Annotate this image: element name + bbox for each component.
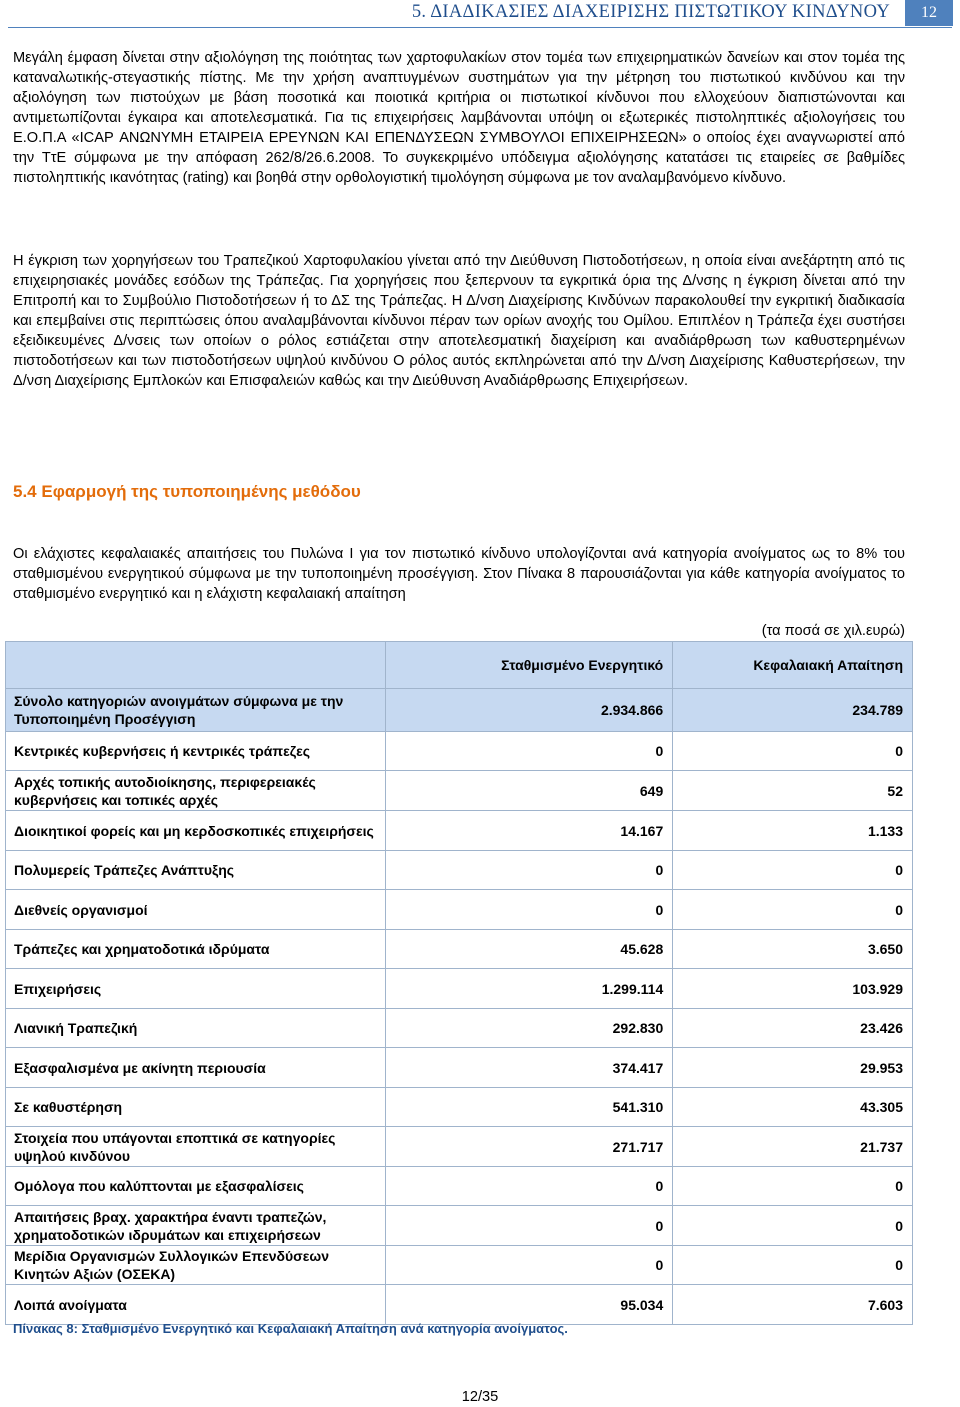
row-rwa: 0 [385, 1206, 673, 1246]
row-capital: 0 [673, 1246, 913, 1285]
row-label: Εξασφαλισμένα με ακίνητη περιουσία [6, 1048, 386, 1088]
row-label: Λιανική Τραπεζική [6, 1009, 386, 1048]
row-label: Απαιτήσεις βραχ. χαρακτήρα έναντι τραπεζών, χρηματοδοτικών ιδρυμάτων και επιχειρήσεων [6, 1206, 386, 1246]
row-rwa: 0 [385, 851, 673, 890]
row-rwa: 271.717 [385, 1127, 673, 1167]
row-label: Τράπεζες και χρηματοδοτικά ιδρύματα [6, 930, 386, 969]
row-capital: 23.426 [673, 1009, 913, 1048]
paragraph-approval-process: Η έγκριση των χορηγήσεων του Τραπεζικού Χαρτοφυλακίου γίνεται από την Διεύθυνση Πιστοδοτήσεων, η οποία είναι ανεξάρτητη από τις επιχειρησιακές μονάδες εσόδων της Τράπεζας. Για χορηγήσεις που ξεπερνουν τα εγκριτικά όρια της Δ/νσης η έγκριση δίνεται από την Επιτροπή και το Συμβούλιο Πιστοδοτήσεων ή το ΔΣ της Τράπεζας. Η Δ/νση Διαχείρισης Κινδύνων παρακολουθεί την εγκριτική διαδικασία και επεμβαίνει στις περιπτώσεις όπου αναλαμβάνονται κίνδυνοι πέραν των ορίων ανοχής του Ομίλου. Επιπλέον η Τράπεζα έχει συστήσει εξειδικευμένες Δ/νσεις των οποίων ο ρόλος εστιάζεται στην αποτελεσματική διαχείριση και αναδιάρθρωση των καθυστερημένων πιστοδοτήσεων και των πιστοδοτήσεων υψηλού κινδύνου Ο ρόλος αυτός εκπληρώνεται από την Δ/νση Διαχείρισης Καθυστερήσεων, την Δ/νση Διαχείρισης Εμπλοκών και Επισφαλειών καθώς και την Διεύθυνση Αναδιάρθρωσης Επιχειρήσεων. [13, 253, 905, 389]
table-row [6, 851, 913, 890]
header-page-number: 12 [905, 0, 953, 26]
row-rwa: 2.934.866 [385, 689, 673, 732]
table-row [6, 1285, 913, 1325]
row-capital: 0 [673, 1206, 913, 1246]
row-label: Ομόλογα που καλύπτονται με εξασφαλίσεις [6, 1167, 386, 1206]
row-capital: 234.789 [673, 689, 913, 732]
row-label: Λοιπά ανοίγματα [6, 1285, 386, 1325]
paragraph-capital-requirements: Οι ελάχιστες κεφαλαιακές απαιτήσεις του Πυλώνα Ι για τον πιστωτικό κίνδυνο υπολογίζονται ανά κατηγορία ανοίγματος ως το 8% του σταθμισμένου ενεργητικού σύμφωνα με την τυποποιημένη προσέγγιση. Στον Πίνακα 8 παρουσιάζονται για κάθε κατηγορία ανοίγματος το σταθμισμένο ενεργητικό και η ελάχιστη κεφαλαιακή απαίτηση [13, 546, 905, 602]
row-capital: 0 [673, 732, 913, 771]
table-row [6, 1246, 913, 1285]
table-row [6, 930, 913, 969]
row-capital: 52 [673, 771, 913, 811]
table-row [6, 1009, 913, 1048]
paragraph-credit-assessment: Μεγάλη έμφαση δίνεται στην αξιολόγηση της ποιότητας των χαρτοφυλακίων στον τομέα των επιχειρηματικών δανείων και στον τομέα της καταναλωτικής-στεγαστικής πίστης. Με την χρήση αναπτυγμένων συστημάτων για την μέτρηση του πιστωτικού κινδύνου και την αξιολόγηση των πιστούχων με βάση ποσοτικά και ποιοτικά κριτήρια οι πιστωτικοί κίνδυνοι που ελλοχεύουν διαπιστώνονται και αντιμετωπίζονται έγκαιρα και αποτελεσματικά. Για τις επιχειρήσεις λαμβάνονται υπόψη οι εξωτερικές πιστοληπτικές αξιολογήσεις του Ε.Ο.Π.Α «ICAP ΑΝΩΝΥΜΗ ΕΤΑΙΡΕΙΑ ΕΡΕΥΝΩΝ ΚΑΙ ΕΠΕΝΔΥΣΕΩΝ ΣΥΜΒΟΥΛΟΙ ΕΠΙΧΕΙΡΗΣΕΩΝ» ο οποίος έχει αναγνωριστεί από την ΤτΕ σύμφωνα με την απόφαση 262/8/26.6.2008. Το συγκεκριμένο υπόδειγμα αξιολόγησης κατατάσει τις εταιρείες σε βαθμίδες πιστοληπτικής ικανότητας (rating) και βοηθά στην ορθολογιστική τιμολόγηση σύμφωνα με τον αναλαμβανόμενο κίνδυνο. [13, 50, 905, 186]
table-row [6, 771, 913, 811]
row-label: Αρχές τοπικής αυτοδιοίκησης, περιφερειακές κυβερνήσεις και τοπικές αρχές [6, 771, 386, 811]
row-rwa: 1.299.114 [385, 969, 673, 1009]
table-row [6, 969, 913, 1009]
table-caption: Πίνακας 8: Σταθμισμένο Ενεργητικό και Κεφαλαιακή Απαίτηση ανά κατηγορία ανοίγματος. [13, 1321, 568, 1336]
row-rwa: 541.310 [385, 1088, 673, 1127]
row-label: Στοιχεία που υπάγονται εποπτικά σε κατηγορίες υψηλού κινδύνου [6, 1127, 386, 1167]
row-label: Κεντρικές κυβερνήσεις ή κεντρικές τράπεζες [6, 732, 386, 771]
row-rwa: 374.417 [385, 1048, 673, 1088]
table-row [6, 1167, 913, 1206]
row-capital: 103.929 [673, 969, 913, 1009]
row-rwa: 649 [385, 771, 673, 811]
column-header-category [6, 642, 386, 689]
table-row [6, 1088, 913, 1127]
table-row [6, 1206, 913, 1246]
row-label: Σύνολο κατηγοριών ανοιγμάτων σύμφωνα με την Τυποποιημένη Προσέγγιση [6, 689, 386, 732]
row-rwa: 292.830 [385, 1009, 673, 1048]
table-row [6, 811, 913, 851]
row-rwa: 95.034 [385, 1285, 673, 1325]
row-rwa: 0 [385, 1246, 673, 1285]
row-capital: 3.650 [673, 930, 913, 969]
header-divider [8, 27, 952, 28]
row-capital: 29.953 [673, 1048, 913, 1088]
chapter-title: 5. ΔΙΑΔΙΚΑΣΙΕΣ ΔΙΑΧΕΙΡΙΣΗΣ ΠΙΣΤΩΤΙΚΟΥ ΚΙΝΔΥΝΟΥ [411, 2, 890, 22]
row-label: Διεθνείς οργανισμοί [6, 890, 386, 930]
row-rwa: 0 [385, 732, 673, 771]
page-header [0, 0, 960, 28]
row-capital: 0 [673, 890, 913, 930]
capital-requirements-table [5, 641, 913, 1325]
table-row-total [6, 689, 913, 732]
row-label: Σε καθυστέρηση [6, 1088, 386, 1127]
row-label: Διοικητικοί φορείς και μη κερδοσκοπικές επιχειρήσεις [6, 811, 386, 851]
page-footer-number: 12/35 [461, 1389, 499, 1405]
row-label: Επιχειρήσεις [6, 969, 386, 1009]
table-row [6, 890, 913, 930]
row-rwa: 0 [385, 890, 673, 930]
row-rwa: 0 [385, 1167, 673, 1206]
row-rwa: 45.628 [385, 930, 673, 969]
table-header-row [6, 642, 913, 689]
row-label: Πολυμερείς Τράπεζες Ανάπτυξης [6, 851, 386, 890]
section-heading: 5.4 Εφαρμογή της τυποποιημένης μεθόδου [13, 482, 361, 501]
row-rwa: 14.167 [385, 811, 673, 851]
row-capital: 7.603 [673, 1285, 913, 1325]
table-row [6, 1048, 913, 1088]
table-row [6, 732, 913, 771]
row-capital: 0 [673, 851, 913, 890]
row-capital: 1.133 [673, 811, 913, 851]
column-header-rwa: Σταθμισμένο Ενεργητικό [385, 642, 673, 689]
row-capital: 43.305 [673, 1088, 913, 1127]
row-capital: 21.737 [673, 1127, 913, 1167]
row-capital: 0 [673, 1167, 913, 1206]
table-row [6, 1127, 913, 1167]
units-note: (τα ποσά σε χιλ.ευρώ) [761, 623, 905, 639]
row-label: Μερίδια Οργανισμών Συλλογικών Επενδύσεων Κινητών Αξιών (ΟΣΕΚΑ) [6, 1246, 386, 1285]
column-header-capital: Κεφαλαιακή Απαίτηση [673, 642, 913, 689]
